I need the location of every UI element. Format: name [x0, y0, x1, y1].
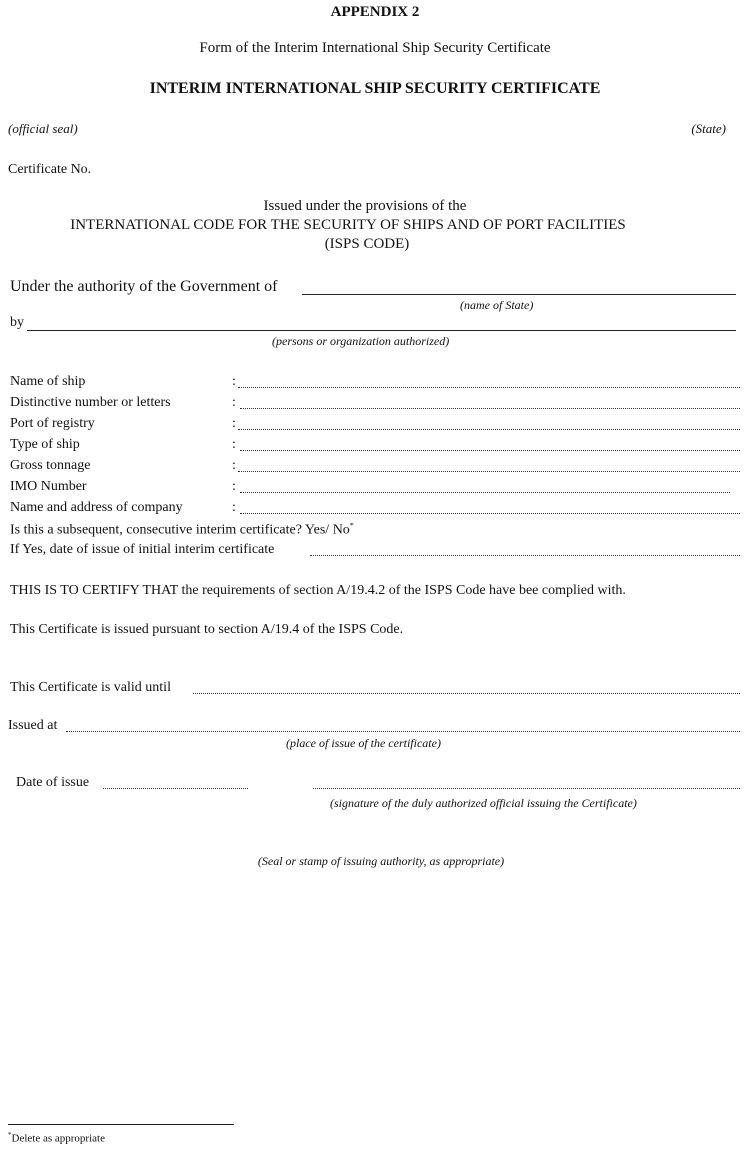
field-colon: : [232, 416, 236, 431]
form-title: Form of the Interim International Ship Security Certificate [199, 40, 551, 56]
port-of-registry-field[interactable] [238, 429, 740, 430]
field-colon: : [232, 500, 236, 515]
authority-label: Under the authority of the Government of [10, 278, 278, 295]
footnote-text: Delete as appropriate [11, 1132, 105, 1145]
date-of-issue-field[interactable] [103, 788, 248, 789]
distinctive-number-label: Distinctive number or letters [10, 395, 171, 410]
field-colon: : [232, 437, 236, 452]
gross-tonnage-field[interactable] [238, 471, 740, 472]
gross-tonnage-label: Gross tonnage [10, 458, 91, 473]
name-of-state-caption: (name of State) [460, 298, 534, 312]
certify-statement: THIS IS TO CERTIFY THAT the requirements of section A/19.4.2 of the ISPS Code have bee complied with. [10, 583, 626, 598]
seal-stamp-caption: (Seal or stamp of issuing authority, as appropriate) [257, 854, 505, 868]
subsequent-certificate-question [10, 521, 354, 539]
certificate-title: INTERIM INTERNATIONAL SHIP SECURITY CERTIFICATE [149, 80, 601, 97]
field-colon: : [232, 374, 236, 389]
ship-name-field[interactable] [238, 387, 740, 388]
appendix-heading: APPENDIX 2 [330, 4, 420, 20]
type-of-ship-field[interactable] [240, 450, 740, 451]
field-colon: : [232, 395, 236, 410]
certificate-number-label: Certificate No. [8, 162, 92, 177]
authorized-persons-caption: (persons or organization authorized) [272, 334, 450, 348]
date-of-issue-label: Date of issue [16, 775, 90, 790]
footnote [8, 1131, 105, 1145]
issued-under-line1: Issued under the provisions of the [263, 198, 467, 214]
ship-name-label: Name of ship [10, 374, 86, 389]
subsequent-question-text: Is this a subsequent, consecutive interim certificate? Yes/ No [10, 522, 350, 538]
initial-date-label: If Yes, date of issue of initial interim certificate [10, 542, 275, 557]
initial-date-field[interactable] [310, 555, 740, 556]
issued-at-field[interactable] [66, 731, 740, 732]
official-seal-label: (official seal) [8, 121, 78, 136]
company-name-address-label: Name and address of company [10, 500, 183, 515]
field-colon: : [232, 458, 236, 473]
imo-number-field[interactable] [240, 492, 730, 493]
state-label: (State) [691, 121, 726, 136]
valid-until-label: This Certificate is valid until [10, 680, 171, 695]
port-of-registry-label: Port of registry [10, 416, 95, 431]
footnote-marker: * [349, 521, 354, 530]
distinctive-number-field[interactable] [240, 408, 740, 409]
authorized-persons-line[interactable] [27, 330, 736, 331]
type-of-ship-label: Type of ship [10, 437, 80, 452]
by-label: by [10, 315, 24, 330]
company-name-address-field[interactable] [240, 513, 740, 514]
issued-at-caption: (place of issue of the certificate) [286, 736, 441, 750]
issued-under-line3: (ISPS CODE) [324, 236, 410, 252]
field-colon: : [232, 479, 236, 494]
name-of-state-line[interactable] [302, 294, 736, 295]
footnote-divider [8, 1124, 234, 1125]
pursuant-statement: This Certificate is issued pursuant to section A/19.4 of the ISPS Code. [10, 622, 404, 637]
valid-until-field[interactable] [193, 693, 740, 694]
issued-under-line2: INTERNATIONAL CODE FOR THE SECURITY OF SHIPS AND OF PORT FACILITIES [70, 217, 626, 233]
signature-field[interactable] [313, 788, 740, 789]
imo-number-label: IMO Number [10, 479, 87, 494]
signature-caption: (signature of the duly authorized official issuing the Certificate) [330, 796, 637, 810]
footnote-marker: * [8, 1131, 12, 1139]
issued-at-label: Issued at [8, 718, 58, 733]
